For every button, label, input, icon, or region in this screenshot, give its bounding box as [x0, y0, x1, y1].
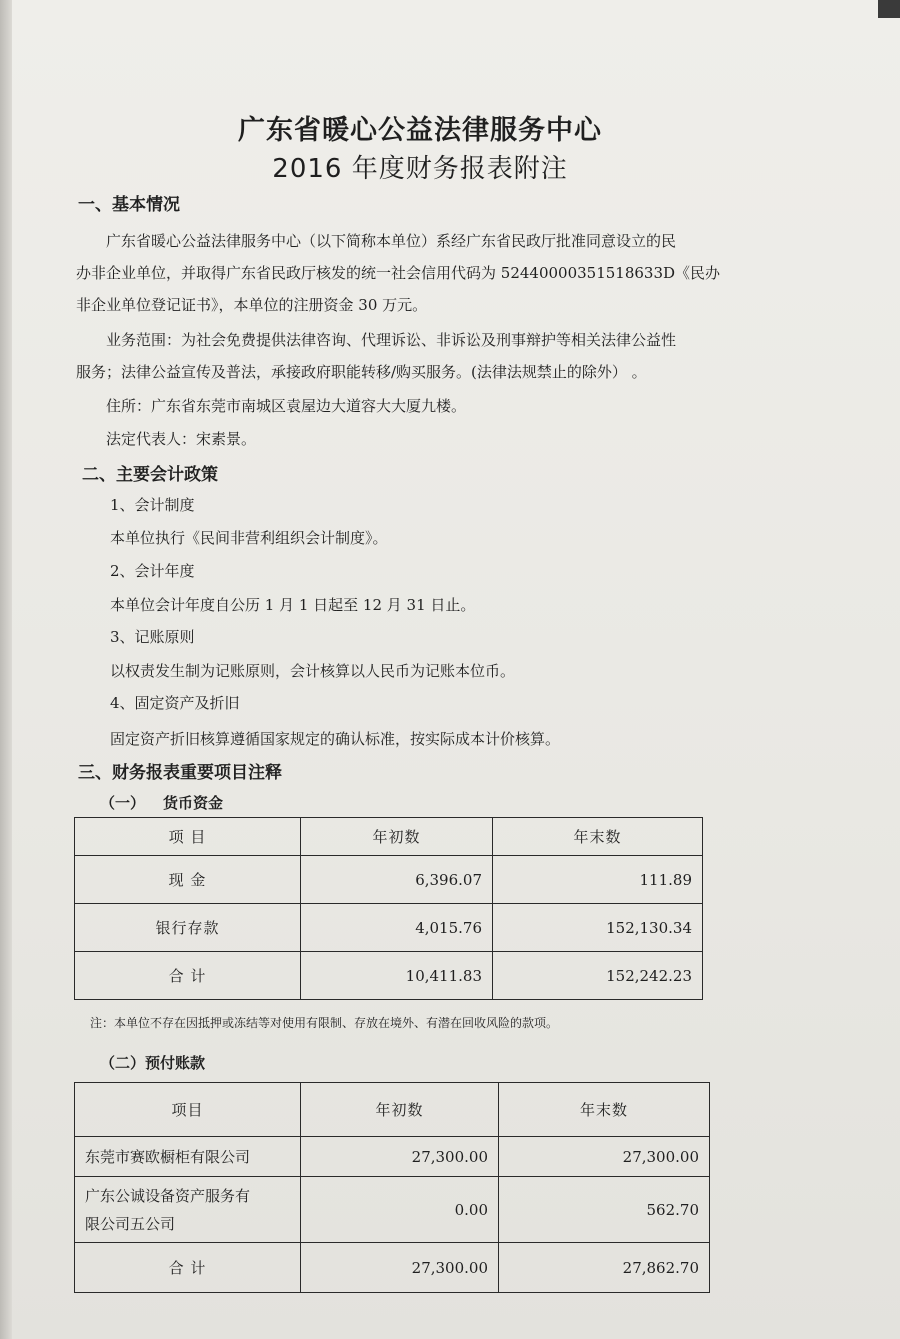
policy-text: 固定资产折旧核算遵循国家规定的确认标准，按实际成本计价核算。: [110, 730, 561, 748]
section1-para1-line3: 非企业单位登记证书》，本单位的注册资金 30 万元。: [76, 296, 428, 314]
end-value: 27,862.70: [499, 1243, 710, 1293]
begin-value: 0.00: [301, 1177, 499, 1243]
prepaid-table: [74, 1082, 710, 1293]
row-label-line: 广东公诚设备资产服务有: [85, 1186, 251, 1205]
table-total-row: [75, 952, 703, 1000]
document-title: 广东省暖心公益法律服务中心: [238, 115, 602, 146]
policy-text: 本单位执行《民间非营利组织会计制度》。: [110, 529, 388, 547]
section1-address: 住所：广东省东莞市南城区袁屋边大道容大大厦九楼。: [106, 397, 467, 415]
cash-table: [74, 817, 703, 1000]
row-label-line: 限公司五公司: [85, 1214, 176, 1233]
policy-label: 3、记账原则: [110, 628, 195, 646]
header-cell: 项目: [75, 1083, 301, 1137]
table-row: [75, 904, 703, 952]
begin-value: 27,300.00: [301, 1137, 499, 1177]
section1-para1-line2: 办非企业单位，并取得广东省民政厅核发的统一社会信用代码为 52440000351518633D《民办: [76, 264, 721, 282]
table-row: [75, 1137, 710, 1177]
begin-value: 27,300.00: [301, 1243, 499, 1293]
prepaid-label: （二）预付账款: [100, 1054, 206, 1072]
row-label: [75, 1243, 301, 1293]
row-label: [75, 1177, 301, 1243]
header-cell: 项 目: [75, 818, 301, 856]
row-label-line: 合 计: [168, 1259, 207, 1277]
row-label: 银行存款: [75, 904, 301, 952]
begin-value: 6,396.07: [301, 856, 493, 904]
section1-para2-line1: 业务范围：为社会免费提供法律咨询、代理诉讼、非诉讼及刑事辩护等相关法律公益性: [106, 331, 677, 349]
policy-text: 本单位会计年度自公历 1 月 1 日起至 12 月 31 日止。: [110, 596, 476, 614]
table-header-row: [75, 1083, 710, 1137]
begin-value: 10,411.83: [301, 952, 493, 1000]
table-row: [75, 856, 703, 904]
end-value: 27,300.00: [499, 1137, 710, 1177]
end-value: 152,130.34: [493, 904, 703, 952]
end-value: 152,242.23: [493, 952, 703, 1000]
row-label: [75, 1137, 301, 1177]
policy-label: 2、会计年度: [110, 562, 195, 580]
table-header-row: [75, 818, 703, 856]
header-cell: 年初数: [301, 1083, 499, 1137]
cash-label-number: （一）: [100, 794, 146, 812]
row-label: 合 计: [75, 952, 301, 1000]
cash-label: 货币资金: [163, 794, 224, 812]
binding-edge: [0, 0, 12, 1339]
policy-label: 1、会计制度: [110, 496, 195, 514]
row-label-line: 东莞市赛欧橱柜有限公司: [85, 1148, 251, 1166]
section1-heading: 一、基本情况: [78, 195, 180, 215]
table-row: [75, 1177, 710, 1243]
policy-label: 4、固定资产及折旧: [110, 694, 240, 712]
section2-heading: 二、主要会计政策: [82, 465, 218, 485]
end-value: 562.70: [499, 1177, 710, 1243]
header-cell: 年末数: [493, 818, 703, 856]
cash-table-note: 注：本单位不存在因抵押或冻结等对使用有限制、存放在境外、有潜在回收风险的款项。: [90, 1016, 559, 1030]
begin-value: 4,015.76: [301, 904, 493, 952]
page-corner-shadow: [878, 0, 900, 18]
table-total-row: [75, 1243, 710, 1293]
header-cell: 年初数: [301, 818, 493, 856]
section1-para2-line2: 服务；法律公益宣传及普法，承接政府职能转移/购买服务。(法律法规禁止的除外） 。: [76, 363, 647, 381]
document-subtitle: 2016 年度财务报表附注: [272, 154, 568, 184]
section3-heading: 三、财务报表重要项目注释: [78, 763, 282, 783]
section1-legal-rep: 法定代表人：宋素景。: [106, 430, 257, 448]
section1-para1-line1: 广东省暖心公益法律服务中心（以下简称本单位）系经广东省民政厅批准同意设立的民: [106, 232, 677, 250]
policy-text: 以权责发生制为记账原则，会计核算以人民币为记账本位币。: [110, 662, 516, 680]
header-cell: 年末数: [499, 1083, 710, 1137]
end-value: 111.89: [493, 856, 703, 904]
row-label: 现 金: [75, 856, 301, 904]
